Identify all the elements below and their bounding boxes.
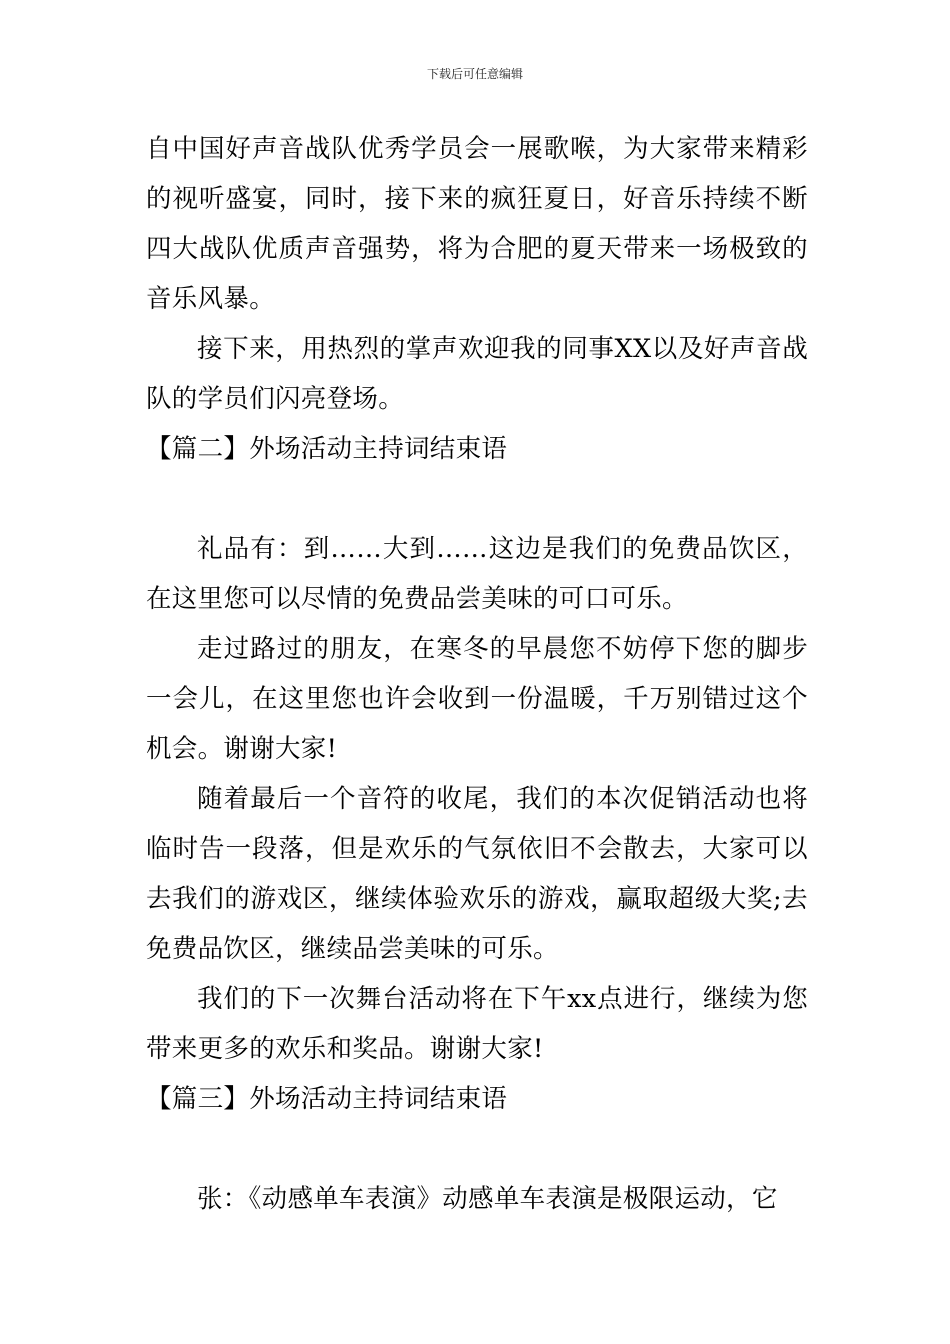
- paragraph-gifts: 礼品有：到……大到……这边是我们的免费品饮区，在这里您可以尽情的免费品尝美味的可口可乐。: [146, 534, 808, 614]
- paragraph-welcome: 接下来，用热烈的掌声欢迎我的同事XX以及好声音战队的学员们闪亮登场。: [146, 334, 808, 414]
- page-header: 下载后可任意编辑: [426, 67, 523, 81]
- paragraph-next-event: 我们的下一次舞台活动将在下午xx点进行，继续为您带来更多的欢乐和奖品。谢谢大家!: [146, 984, 808, 1064]
- document-body: [146, 124, 808, 1224]
- section-heading-2: 【篇二】外场活动主持词结束语: [146, 434, 508, 464]
- paragraph-closing: 随着最后一个音符的收尾，我们的本次促销活动也将临时告一段落，但是欢乐的气氛依旧不会散去，大家可以去我们的游戏区，继续体验欢乐的游戏，赢取超级大奖;去免费品饮区，继续品尝美味的可乐。: [146, 784, 808, 964]
- paragraph-intro: 自中国好声音战队优秀学员会一展歌喉，为大家带来精彩的视听盛宴，同时，接下来的疯狂夏日，好音乐持续不断四大战队优质声音强势，将为合肥的夏天带来一场极致的音乐风暴。: [146, 134, 808, 314]
- paragraph-passersby: 走过路过的朋友，在寒冬的早晨您不妨停下您的脚步一会儿，在这里您也许会收到一份温暖，千万别错过这个机会。谢谢大家!: [146, 634, 808, 764]
- blank-line: [146, 474, 808, 524]
- paragraph-spinning: 张：《动感单车表演》动感单车表演是极限运动，它: [197, 1184, 778, 1214]
- section-heading-3: 【篇三】外场活动主持词结束语: [146, 1084, 508, 1114]
- blank-line: [146, 1124, 808, 1174]
